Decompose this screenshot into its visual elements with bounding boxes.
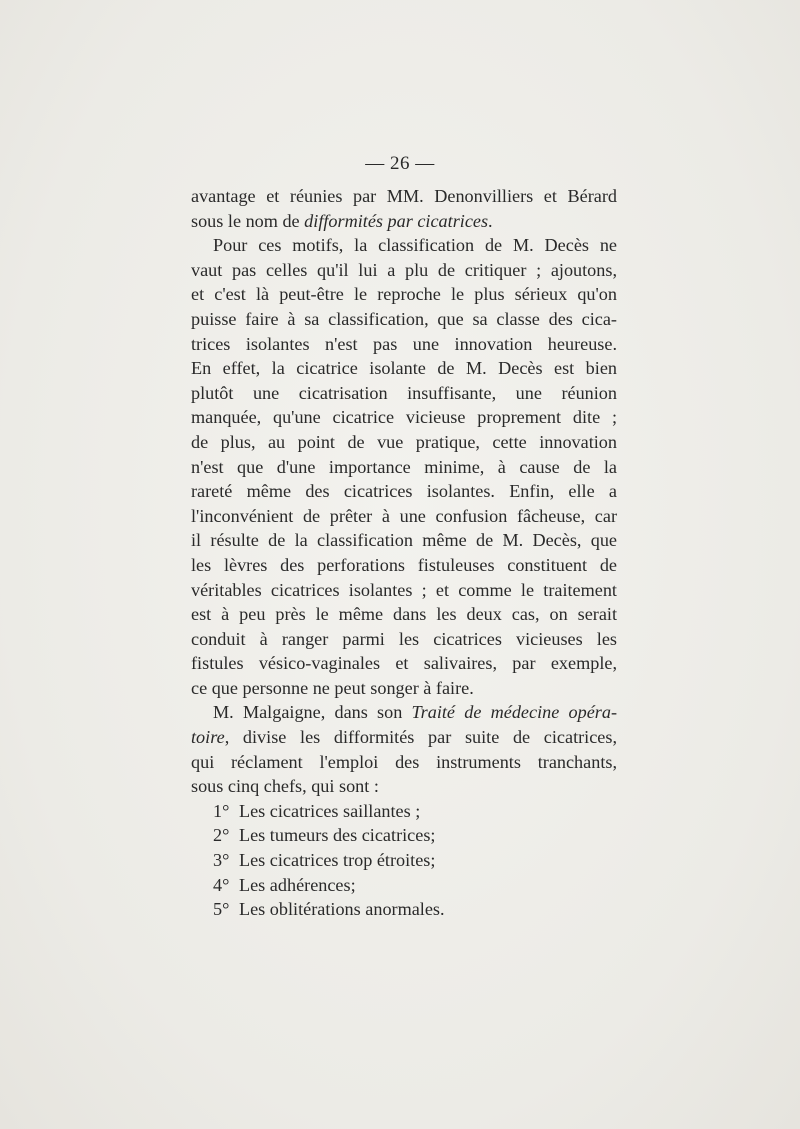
text-line: plutôt une cicatrisation insuffisante, une réunion [191,382,617,403]
list-number: 2° [213,825,230,846]
text-line: puisse faire à sa classification, que sa classe des cica- [191,308,617,329]
text-line: sous le nom de difformités par cicatrices. [191,210,493,231]
list-item: 4° Les adhérences; [191,873,617,898]
text-line: M. Malgaigne, dans son Traité de médecine opéra- [213,702,617,723]
text-line: trices isolantes n'est pas une innovation heureuse. [191,333,617,354]
text-line: de plus, au point de vue pratique, cette innovation [191,431,617,452]
text-line: véritables cicatrices isolantes ; et comme le traitement [191,579,617,600]
italic-phrase: difformités par cicatrices [304,210,489,231]
body-text [191,184,617,922]
text-line: toire, divise les difformités par suite de cicatrices, [191,727,617,748]
list-number: 1° [213,800,230,821]
italic-title: toire [191,727,225,748]
text-line: conduit à ranger parmi les cicatrices vicieuses les [191,628,617,649]
text-line: qui réclament l'emploi des instruments tranchants, [191,751,617,772]
text-line: Pour ces motifs, la classification de M. Decès ne [213,235,617,256]
list-number: 3° [213,850,230,871]
enumerated-list [191,799,617,922]
text-line: fistules vésico-vaginales et salivaires, par exemple, [191,653,617,674]
text-line: ce que personne ne peut songer à faire. [191,677,474,698]
text-line: manquée, qu'une cicatrice vicieuse proprement dite ; [191,407,617,428]
text-line: les lèvres des perforations fistuleuses constituent de [191,554,617,575]
list-number: 4° [213,874,230,895]
text-line: il résulte de la classification même de M. Decès, que [191,530,617,551]
text-line: avantage et réunies par MM. Denonvilliers et Bérard [191,186,617,206]
list-number: 5° [213,899,230,920]
italic-title: Traité de médecine opéra- [411,702,617,723]
list-item: 3° Les cicatrices trop étroites; [191,848,617,873]
text-line: En effet, la cicatrice isolante de M. Decès est bien [191,358,617,379]
text-line: est à peu près le même dans les deux cas, on serait [191,604,617,625]
text-line: vaut pas celles qu'il lui a plu de critiquer ; ajoutons, [191,259,617,280]
list-item: 5° Les oblitérations anormales. [191,897,617,922]
text-line: l'inconvénient de prêter à une confusion fâcheuse, car [191,505,617,526]
text-line: n'est que d'une importance minime, à cause de la [191,456,617,477]
text-line: sous cinq chefs, qui sont : [191,776,379,797]
page-number: — 26 — [365,153,435,174]
list-item: 2° Les tumeurs des cicatrices; [191,823,617,848]
text-line: et c'est là peut-être le reproche le plus sérieux qu'on [191,284,617,305]
text-line: rareté même des cicatrices isolantes. Enfin, elle a [191,481,617,502]
list-item: 1° Les cicatrices saillantes ; [191,799,617,824]
